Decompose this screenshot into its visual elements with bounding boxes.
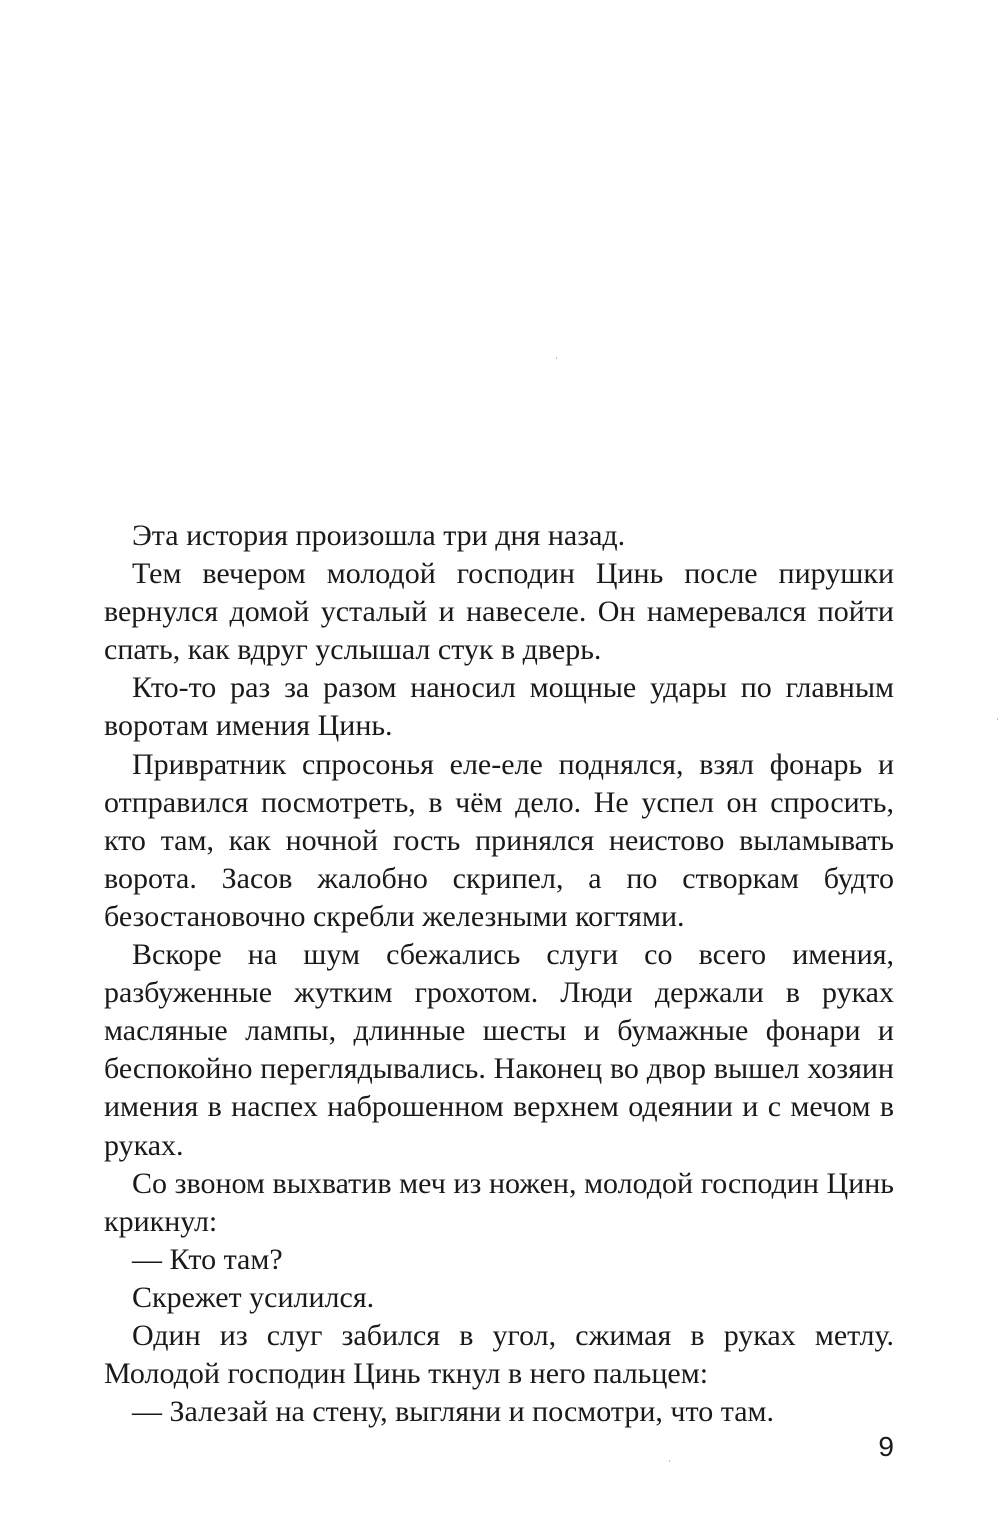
paragraph: Кто-то раз за разом наносил мощные удары по главным воротам имения Цинь.	[104, 671, 894, 743]
dialogue-line: — Кто там?	[132, 1242, 283, 1276]
paragraph: Скрежет усилился.	[132, 1280, 375, 1314]
paper-speck	[997, 718, 998, 720]
paragraph: Один из слуг забился в угол, сжимая в руках метлу. Молодой господин Цинь ткнул в него пальцем:	[104, 1318, 894, 1391]
paragraph: Тем вечером молодой господин Цинь после пирушки вернулся домой усталый и навеселе. Он намеревался пойти спать, как вдруг услышал стук в дверь.	[104, 557, 894, 667]
paragraph: Вскоре на шум сбежались слуги со всего имения, разбуженные жутким грохотом. Люди держали в руках масляные лампы, длинные шесты и бумажные фонари и беспокойно переглядывались. Наконец во двор вышел хозяин имения в наспех наброшенном верхнем одеянии и с мечом в руках.	[104, 938, 894, 1162]
dialogue-line: — Залезай на стену, выгляни и посмотри, что там.	[132, 1395, 774, 1429]
paragraph: Привратник спросонья еле-еле поднялся, взял фонарь и отправился посмотреть, в чём дело. Не успел он спросить, кто там, как ночной гость принялся неистово выламывать ворота. Засов жалобно скрипел, а по створкам будто безостановочно скребли железными когтями.	[104, 747, 894, 933]
paper-speck	[556, 357, 557, 359]
paper-speck	[669, 1460, 670, 1462]
paragraph: Со звоном выхватив меч из ножен, молодой господин Цинь крикнул:	[104, 1166, 894, 1238]
paragraph: Эта история произошла три дня назад.	[132, 519, 626, 552]
page-number: 9	[878, 1431, 894, 1462]
body-text	[104, 517, 894, 1431]
